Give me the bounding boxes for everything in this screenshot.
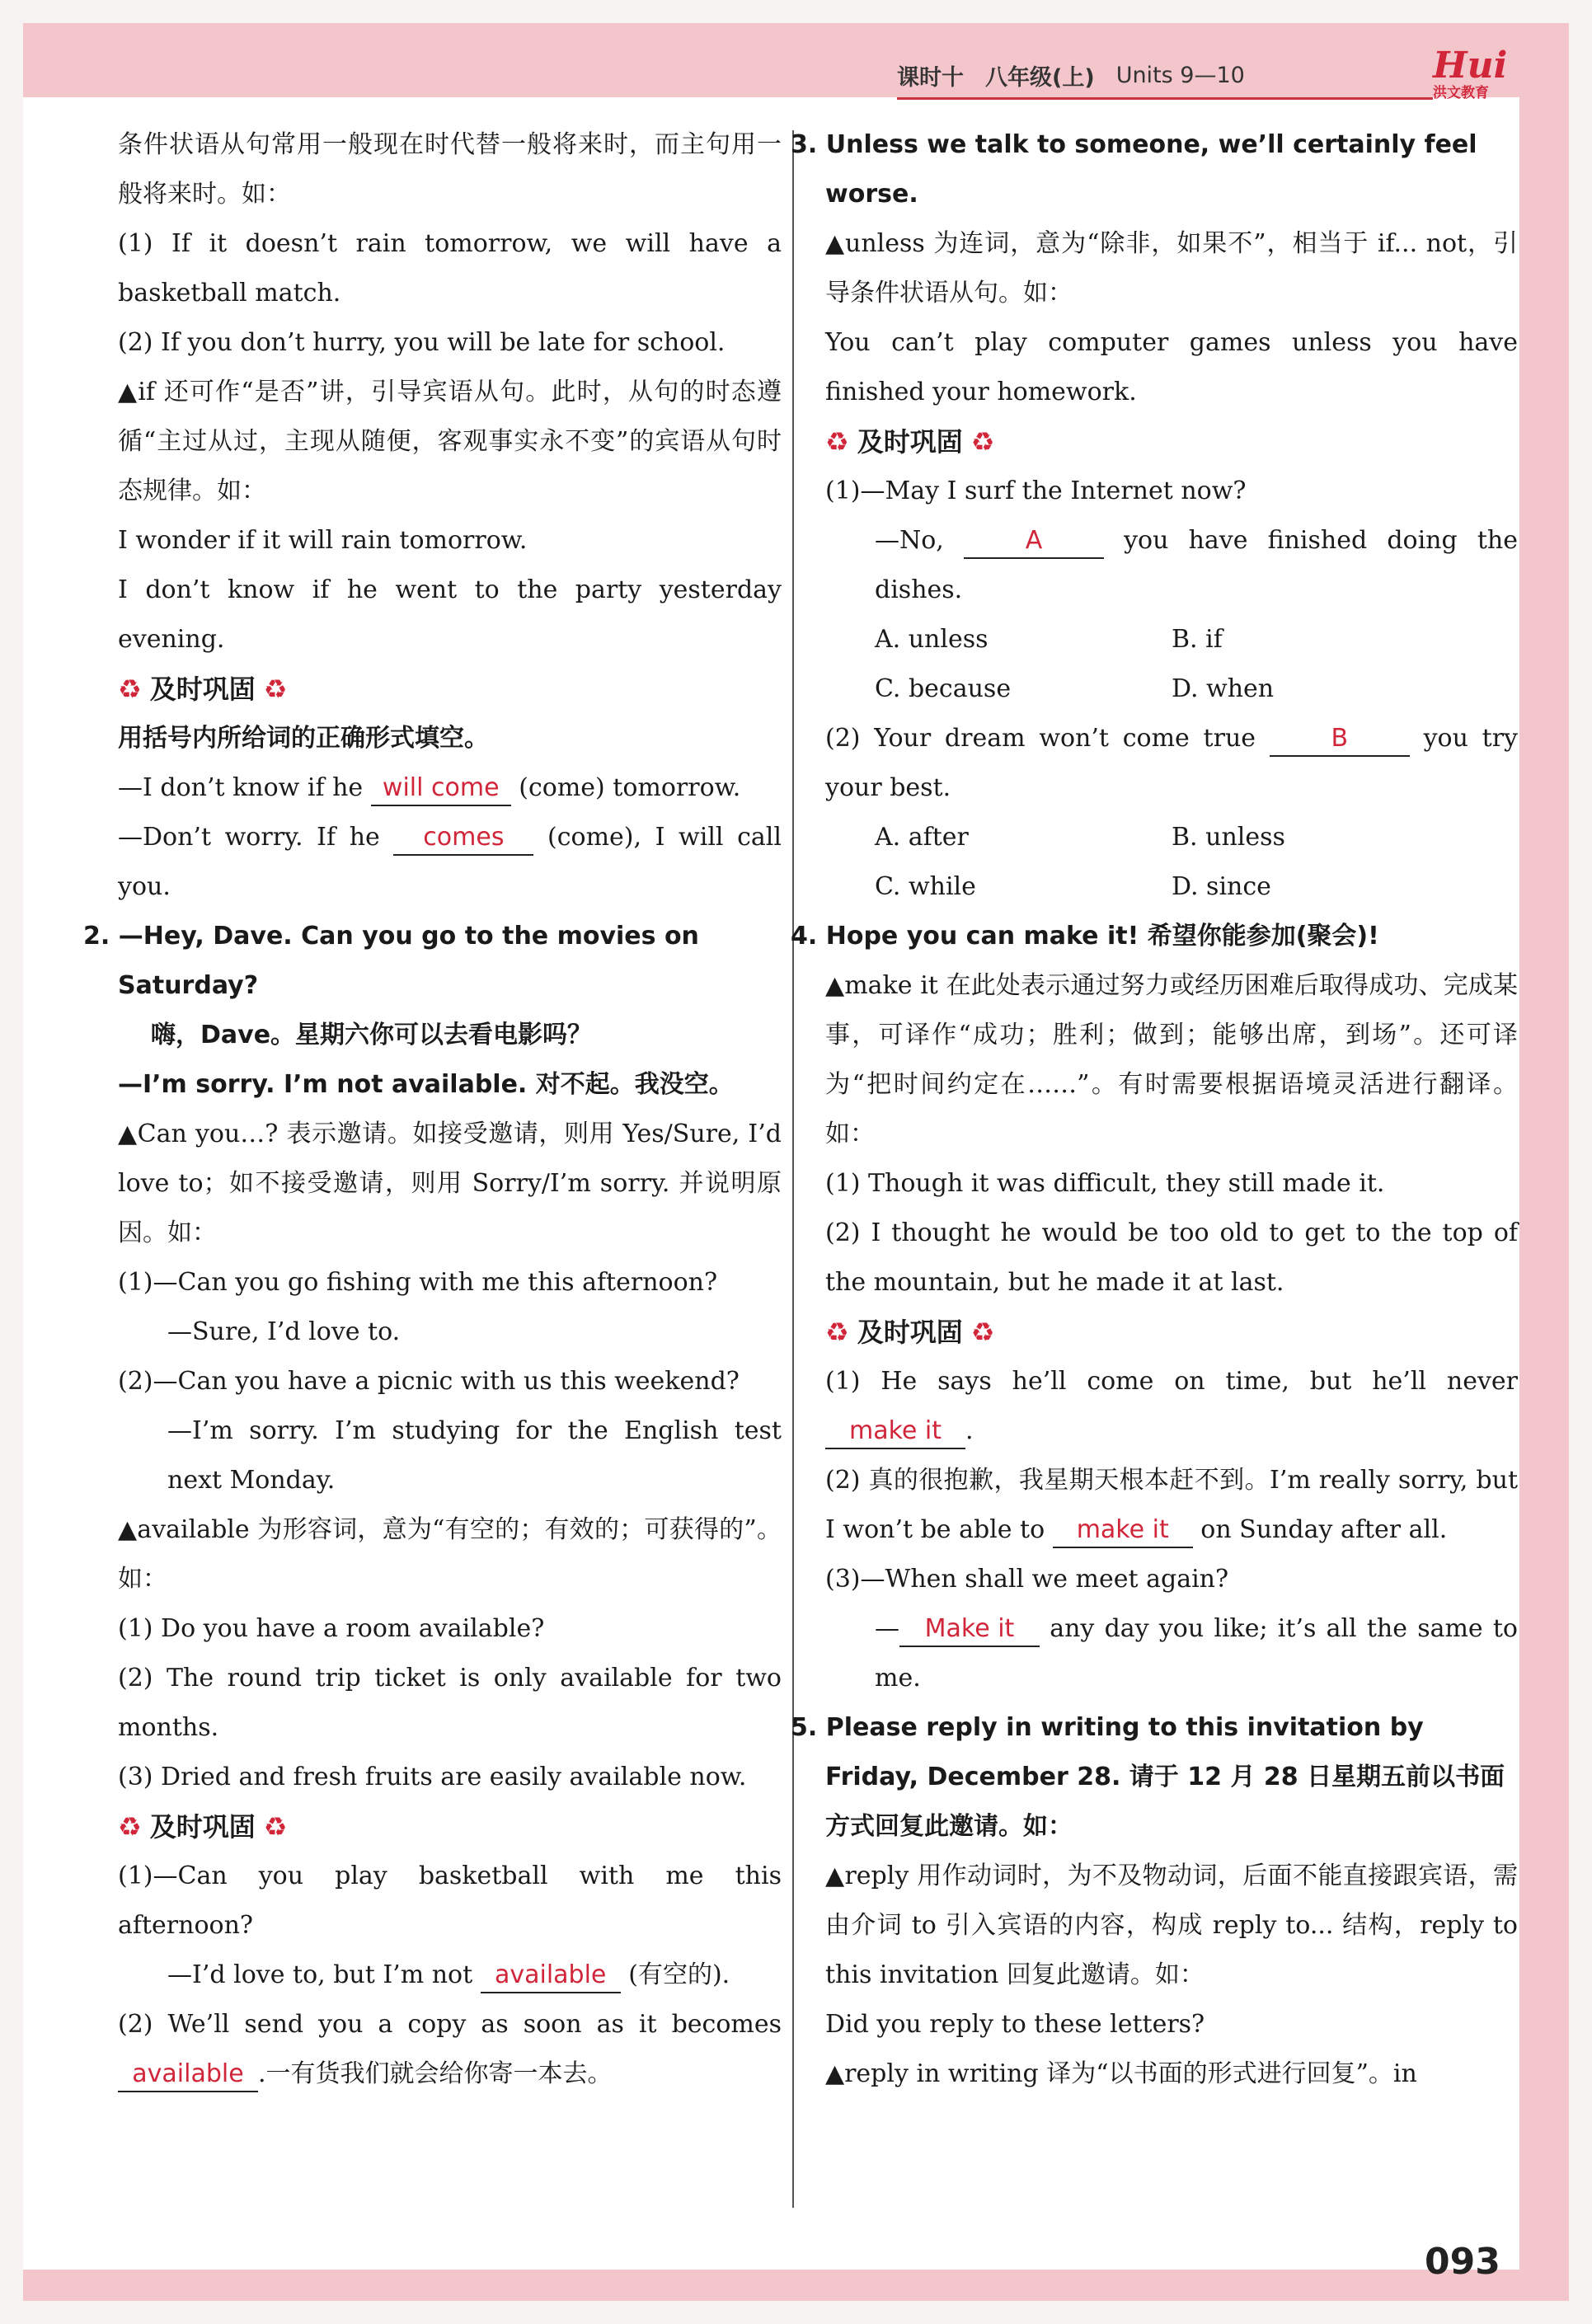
answer-blank: B [1270,722,1410,757]
exercise-question: (2) We’ll send you a copy as soon as it becomes available .一有货我们就会给你寄一本去。 [118,2000,782,2099]
item-number: 3. [791,130,818,159]
item-sentence: —I’m sorry. I’m not available. 对不起。我没空。 [118,1070,734,1099]
item-sentence: Unless we talk to someone, we’ll certainly feel worse. [825,130,1477,209]
units-label: Units 9—10 [1115,62,1245,88]
example: (2) The round trip ticket is only available for two months. [118,1664,782,1742]
logo-text: 洪文教育 [1433,85,1489,101]
bottom-band [23,2270,1569,2301]
recycle-icon: ♻ [825,426,849,458]
example: Did you reply to these letters? [825,2010,1205,2039]
option: A. after [875,823,969,852]
note: ▲reply in writing 译为“以书面的形式进行回复”。in [825,2059,1417,2088]
answer-blank: available [118,2058,258,2092]
item-sentence: —Hey, Dave. Can you go to the movies on Saturday? [118,922,699,1000]
note: ▲make it 在此处表示通过努力或经历困难后取得成功、完成某事，可译作“成功；胜利；做到；能够出席，到场”。还可译为“把时间约定在……”。有时需要根据语境灵活进行翻译。如： [825,971,1518,1148]
option: C. because [875,674,1012,703]
example: (1) If it doesn’t rain tomorrow, we will have a basketball match. [118,229,782,308]
recycle-icon: ♻ [118,674,142,705]
exercise-question: —No, A you have finished doing the dishes. [875,526,1518,604]
intro-text: 条件状语从句常用一般现在时代替一般将来时，而主句用一般将来时。如： [118,130,782,209]
section-heading [825,1308,1518,1357]
right-column [791,120,1518,2099]
option: D. when [1172,674,1275,703]
recycle-icon: ♻ [263,674,288,705]
exercise-question: (1)—May I surf the Internet now? [825,477,1247,505]
recycle-icon: ♻ [825,1317,849,1348]
exercise-question: — Make it any day you like; it’s all the same to me. [875,1614,1518,1693]
options-row [825,615,1518,664]
example: (1)—Can you go fishing with me this afternoon? [118,1268,718,1297]
example: I don’t know if he went to the party yesterday evening. [118,575,782,654]
option: B. if [1172,625,1223,654]
note: ▲if 还可作“是否”讲，引导宾语从句。此时，从句的时态遵循“主过从过，主现从随便，客观事实永不变”的宾语从句时态规律。如： [118,378,782,505]
item-translation: 嗨，Dave。星期六你可以去看电影吗？ [151,1021,593,1049]
exercise-question: (1)—Can you play basketball with me this afternoon? [118,1862,782,1940]
item-heading [791,1703,1518,1852]
right-band [1519,23,1569,2301]
section-heading [118,664,782,714]
answer-blank: will come [371,772,511,806]
item-heading [791,120,1518,219]
note: ▲Can you…? 表示邀请。如接受邀请，则用 Yes/Sure, I’d love to；如不接受邀请，则用 Sorry/I’m sorry. 并说明原因。如： [118,1120,782,1247]
example: (2)—Can you have a picnic with us this weekend? [118,1367,740,1396]
exercise-question: —Don’t worry. If he comes (come), I will call you. [118,823,782,901]
item-heading [791,912,1518,961]
example: You can’t play computer games unless you have finished your homework. [825,328,1518,406]
option: C. while [875,872,976,901]
exercise-question: —I don’t know if he will come (come) tomorrow. [118,763,782,813]
grade-label: 八年级(上) [985,64,1095,91]
example: I wonder if it will rain tomorrow. [118,526,528,555]
option: A. unless [875,625,989,654]
page-number: 093 [1425,2241,1500,2283]
recycle-icon: ♻ [118,1811,142,1843]
publisher-logo [1433,46,1515,106]
column-divider [792,130,794,2208]
note: ▲unless 为连词，意为“除非，如果不”，相当于 if... not，引导条件状语从句。如： [825,229,1518,308]
answer-blank: comes [393,821,533,856]
section-title: 及时巩固 [149,674,256,705]
exercise-instruction: 用括号内所给词的正确形式填空。 [118,724,489,753]
section-title: 及时巩固 [857,1317,963,1348]
item-number: 5. [791,1713,818,1742]
lesson-label: 课时十 [897,64,964,91]
example: —I’m sorry. I’m studying for the English test next Monday. [167,1416,782,1495]
exercise-question: (3)—When shall we meet again? [825,1565,1229,1594]
options-row [825,862,1518,912]
section-title: 及时巩固 [857,426,963,458]
left-column [83,120,782,2099]
header-rule [897,97,1433,100]
section-heading [118,1802,782,1852]
example: (2) I thought he would be too old to get to the top of the mountain, but he made it at last. [825,1218,1518,1297]
item-sentence: Hope you can make it! 希望你能参加(聚会)! [825,922,1379,951]
page [23,23,1569,2301]
exercise-question: —I’d love to, but I’m not available (有空的). [118,1951,782,2000]
recycle-icon: ♻ [970,426,995,458]
item-number: 2. [83,922,110,951]
options-row [825,664,1518,714]
options-row [825,813,1518,862]
section-heading [825,417,1518,467]
option: D. since [1172,872,1271,901]
note: ▲reply 用作动词时，为不及物动词，后面不能直接跟宾语，需由介词 to 引入宾语的内容，构成 reply to... 结构，reply to this invitation 回复此邀请。如： [825,1862,1518,1989]
example: (3) Dried and fresh fruits are easily available now. [118,1763,747,1791]
section-title: 及时巩固 [149,1811,256,1843]
recycle-icon: ♻ [263,1811,288,1843]
exercise-question: (2) Your dream won’t come true B you try your best. [825,724,1518,802]
example: (2) If you don’t hurry, you will be late for school. [118,328,726,357]
answer-blank: make it [1053,1514,1193,1548]
answer-blank: make it [825,1415,965,1449]
example: —Sure, I’d love to. [167,1317,401,1346]
exercise-question: (2) 真的很抱歉，我星期天根本赶不到。I’m really sorry, but I won’t be able to make it on Sunday after all. [825,1456,1518,1555]
item-sentence: Please reply in writing to this invitation by Friday, December 28. 请于 12 月 28 日星期五前以书面方式回复此邀请。如： [825,1713,1505,1841]
logo-mark: Hui [1433,45,1508,87]
answer-blank: available [481,1959,621,1993]
option: B. unless [1172,823,1285,852]
answer-blank: A [964,524,1104,559]
recycle-icon: ♻ [970,1317,995,1348]
page-header [897,54,1245,96]
example: (1) Do you have a room available? [118,1614,545,1643]
answer-blank: Make it [899,1613,1040,1647]
exercise-question: (1) He says he’ll come on time, but he’ll never make it . [825,1357,1518,1456]
item-heading [83,912,782,1011]
item-number: 4. [791,922,818,951]
example: (1) Though it was difficult, they still made it. [825,1169,1385,1198]
note: ▲available 为形容词，意为“有空的；有效的；可获得的”。如： [118,1515,782,1594]
top-band [23,23,1569,106]
